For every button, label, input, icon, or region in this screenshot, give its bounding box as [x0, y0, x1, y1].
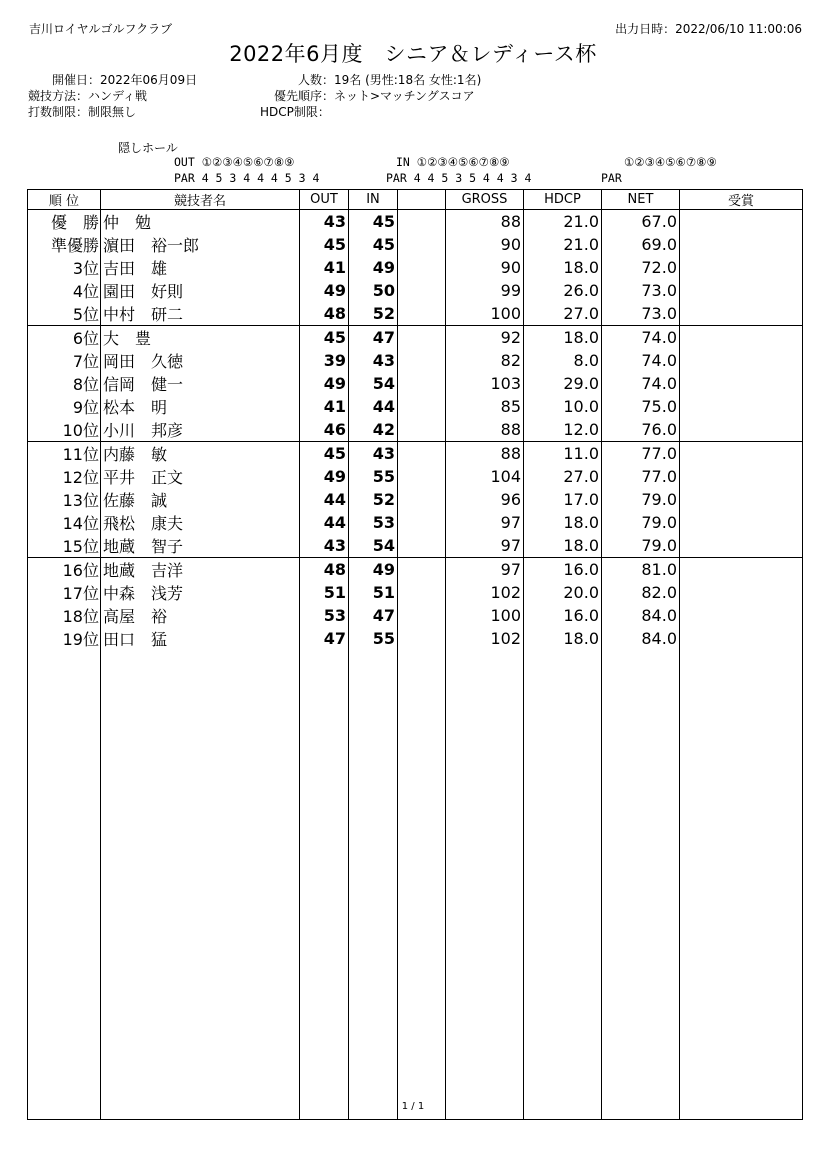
header-blank [398, 190, 446, 210]
hdcp-value: 10.0 [524, 395, 602, 418]
competitor-name: 佐藤 誠 [101, 488, 300, 511]
award-cell [680, 279, 803, 302]
out-score: 51 [300, 581, 349, 604]
award-cell [680, 442, 803, 466]
net-score: 82.0 [602, 581, 680, 604]
award-cell [680, 418, 803, 442]
competitor-name: 飛松 康夫 [101, 511, 300, 534]
gross-score: 102 [446, 627, 524, 650]
in-score: 53 [349, 511, 398, 534]
blank-cell [398, 418, 446, 442]
blank-cell [398, 279, 446, 302]
net-score: 79.0 [602, 534, 680, 558]
gross-score: 97 [446, 534, 524, 558]
gross-score: 90 [446, 256, 524, 279]
hdcp-value: 17.0 [524, 488, 602, 511]
in-score: 47 [349, 326, 398, 350]
net-score: 79.0 [602, 511, 680, 534]
award-cell [680, 627, 803, 650]
blank-cell [398, 395, 446, 418]
results-table [27, 189, 803, 1120]
competitor-name: 田口 猛 [101, 627, 300, 650]
blank-cell [398, 627, 446, 650]
competitor-name: 地蔵 吉洋 [101, 558, 300, 582]
info-stroke-limit: 打数制限：制限無し [28, 105, 137, 119]
blank-cell [398, 302, 446, 326]
empty-cell [349, 650, 398, 1120]
competitor-name: 内藤 敏 [101, 442, 300, 466]
table-row [28, 233, 803, 256]
out-score: 44 [300, 511, 349, 534]
blank-cell [398, 256, 446, 279]
competitor-name: 小川 邦彦 [101, 418, 300, 442]
award-cell [680, 511, 803, 534]
par-out: PAR 4 5 3 4 4 4 5 3 4 [174, 171, 320, 185]
blank-cell [398, 465, 446, 488]
out-score: 45 [300, 326, 349, 350]
table-row [28, 534, 803, 558]
in-score: 47 [349, 604, 398, 627]
out-score: 45 [300, 233, 349, 256]
rank-cell: 優 勝 [28, 210, 101, 234]
award-cell [680, 326, 803, 350]
rank-cell: 8位 [28, 372, 101, 395]
hdcp-value: 18.0 [524, 326, 602, 350]
blank-cell [398, 326, 446, 350]
competitor-name: 吉田 雄 [101, 256, 300, 279]
blank-cell [398, 488, 446, 511]
info-method: 競技方法：ハンディ戦 [28, 89, 148, 103]
hdcp-value: 18.0 [524, 511, 602, 534]
out-score: 49 [300, 465, 349, 488]
empty-cell [300, 650, 349, 1120]
gross-score: 99 [446, 279, 524, 302]
hdcp-value: 29.0 [524, 372, 602, 395]
table-row [28, 488, 803, 511]
header-award: 受賞 [680, 190, 803, 210]
award-cell [680, 349, 803, 372]
net-score: 81.0 [602, 558, 680, 582]
gross-score: 88 [446, 442, 524, 466]
table-row [28, 581, 803, 604]
gross-score: 88 [446, 418, 524, 442]
in-score: 51 [349, 581, 398, 604]
competitor-name: 地蔵 智子 [101, 534, 300, 558]
rank-cell: 12位 [28, 465, 101, 488]
blank-cell [398, 372, 446, 395]
rank-cell: 10位 [28, 418, 101, 442]
award-cell [680, 558, 803, 582]
table-row [28, 511, 803, 534]
blank-cell [398, 233, 446, 256]
hdcp-value: 12.0 [524, 418, 602, 442]
blank-cell [398, 349, 446, 372]
table-row [28, 349, 803, 372]
competitor-name: 松本 明 [101, 395, 300, 418]
gross-score: 104 [446, 465, 524, 488]
in-score: 50 [349, 279, 398, 302]
table-row [28, 326, 803, 350]
par-third: PAR [601, 171, 622, 185]
hdcp-value: 18.0 [524, 256, 602, 279]
gross-score: 97 [446, 558, 524, 582]
empty-cell [602, 650, 680, 1120]
net-score: 75.0 [602, 395, 680, 418]
hdcp-value: 20.0 [524, 581, 602, 604]
out-score: 45 [300, 442, 349, 466]
in-score: 45 [349, 210, 398, 234]
competitor-name: 濵田 裕一郎 [101, 233, 300, 256]
gross-score: 102 [446, 581, 524, 604]
empty-filler-row [28, 650, 803, 1120]
info-count: 人数：19名 (男性:18名 女性:1名) [298, 73, 482, 87]
in-score: 45 [349, 233, 398, 256]
award-cell [680, 604, 803, 627]
hdcp-value: 18.0 [524, 627, 602, 650]
in-score: 54 [349, 534, 398, 558]
net-score: 73.0 [602, 279, 680, 302]
header-hdcp: HDCP [524, 190, 602, 210]
rank-cell: 7位 [28, 349, 101, 372]
competitor-name: 平井 正文 [101, 465, 300, 488]
net-score: 67.0 [602, 210, 680, 234]
blank-cell [398, 511, 446, 534]
rank-cell: 17位 [28, 581, 101, 604]
page-number: 1 / 1 [401, 1101, 425, 1112]
award-cell [680, 581, 803, 604]
table-row [28, 372, 803, 395]
award-cell [680, 488, 803, 511]
net-score: 84.0 [602, 604, 680, 627]
net-score: 74.0 [602, 326, 680, 350]
table-row [28, 604, 803, 627]
header-in: IN [349, 190, 398, 210]
hdcp-value: 16.0 [524, 558, 602, 582]
hidden-holes-third: ①②③④⑤⑥⑦⑧⑨ [624, 155, 717, 169]
award-cell [680, 465, 803, 488]
rank-cell: 14位 [28, 511, 101, 534]
hdcp-value: 27.0 [524, 465, 602, 488]
blank-cell [398, 581, 446, 604]
in-score: 43 [349, 442, 398, 466]
net-score: 74.0 [602, 372, 680, 395]
competitor-name: 岡田 久徳 [101, 349, 300, 372]
net-score: 73.0 [602, 302, 680, 326]
out-score: 47 [300, 627, 349, 650]
in-score: 42 [349, 418, 398, 442]
gross-score: 100 [446, 302, 524, 326]
out-score: 53 [300, 604, 349, 627]
out-score: 48 [300, 558, 349, 582]
hidden-holes-in: IN ①②③④⑤⑥⑦⑧⑨ [396, 155, 510, 169]
blank-cell [398, 558, 446, 582]
out-score: 41 [300, 256, 349, 279]
competitor-name: 仲 勉 [101, 210, 300, 234]
hdcp-value: 18.0 [524, 534, 602, 558]
out-score: 43 [300, 210, 349, 234]
competitor-name: 中村 研二 [101, 302, 300, 326]
rank-cell: 16位 [28, 558, 101, 582]
award-cell [680, 302, 803, 326]
net-score: 79.0 [602, 488, 680, 511]
gross-score: 85 [446, 395, 524, 418]
gross-score: 82 [446, 349, 524, 372]
info-date: 開催日：2022年06月09日 [52, 73, 198, 87]
table-row [28, 210, 803, 234]
info-hdcp-limit: HDCP制限： [260, 105, 330, 119]
empty-cell [101, 650, 300, 1120]
in-score: 54 [349, 372, 398, 395]
in-score: 55 [349, 465, 398, 488]
net-score: 76.0 [602, 418, 680, 442]
rank-cell: 13位 [28, 488, 101, 511]
out-score: 41 [300, 395, 349, 418]
competitor-name: 高屋 裕 [101, 604, 300, 627]
table-row [28, 279, 803, 302]
net-score: 84.0 [602, 627, 680, 650]
in-score: 52 [349, 302, 398, 326]
hidden-holes-out: OUT ①②③④⑤⑥⑦⑧⑨ [174, 155, 295, 169]
hdcp-value: 11.0 [524, 442, 602, 466]
rank-cell: 9位 [28, 395, 101, 418]
in-score: 52 [349, 488, 398, 511]
rank-cell: 19位 [28, 627, 101, 650]
info-priority: 優先順序：ネット>マッチングスコア [274, 89, 475, 103]
gross-score: 92 [446, 326, 524, 350]
rank-cell: 11位 [28, 442, 101, 466]
rank-cell: 4位 [28, 279, 101, 302]
empty-cell [446, 650, 524, 1120]
hdcp-value: 27.0 [524, 302, 602, 326]
table-row [28, 558, 803, 582]
hdcp-value: 21.0 [524, 233, 602, 256]
empty-cell [680, 650, 803, 1120]
empty-cell [524, 650, 602, 1120]
table-row [28, 256, 803, 279]
competitor-name: 中森 浅芳 [101, 581, 300, 604]
blank-cell [398, 604, 446, 627]
rank-cell: 準優勝 [28, 233, 101, 256]
gross-score: 90 [446, 233, 524, 256]
net-score: 74.0 [602, 349, 680, 372]
club-name: 吉川ロイヤルゴルフクラブ [29, 22, 173, 36]
net-score: 72.0 [602, 256, 680, 279]
gross-score: 96 [446, 488, 524, 511]
net-score: 69.0 [602, 233, 680, 256]
gross-score: 97 [446, 511, 524, 534]
blank-cell [398, 210, 446, 234]
header-gross: GROSS [446, 190, 524, 210]
header-net: NET [602, 190, 680, 210]
header-name: 競技者名 [101, 190, 300, 210]
blank-cell [398, 534, 446, 558]
out-score: 48 [300, 302, 349, 326]
award-cell [680, 256, 803, 279]
empty-cell [398, 650, 446, 1120]
hdcp-value: 8.0 [524, 349, 602, 372]
out-score: 49 [300, 279, 349, 302]
hdcp-value: 16.0 [524, 604, 602, 627]
net-score: 77.0 [602, 465, 680, 488]
rank-cell: 18位 [28, 604, 101, 627]
out-score: 39 [300, 349, 349, 372]
page-title: 2022年6月度 シニア＆レディース杯 [229, 42, 597, 66]
blank-cell [398, 442, 446, 466]
hdcp-value: 26.0 [524, 279, 602, 302]
in-score: 49 [349, 256, 398, 279]
net-score: 77.0 [602, 442, 680, 466]
table-row [28, 442, 803, 466]
empty-cell [28, 650, 101, 1120]
competitor-name: 信岡 健一 [101, 372, 300, 395]
award-cell [680, 395, 803, 418]
in-score: 49 [349, 558, 398, 582]
gross-score: 88 [446, 210, 524, 234]
table-row [28, 418, 803, 442]
gross-score: 103 [446, 372, 524, 395]
output-datetime: 出力日時：2022/06/10 11:00:06 [615, 22, 802, 36]
award-cell [680, 534, 803, 558]
rank-cell: 6位 [28, 326, 101, 350]
par-in: PAR 4 4 5 3 5 4 4 3 4 [386, 171, 532, 185]
hidden-holes-label: 隠しホール [118, 141, 178, 155]
header-rank: 順 位 [28, 190, 101, 210]
header-out: OUT [300, 190, 349, 210]
in-score: 43 [349, 349, 398, 372]
gross-score: 100 [446, 604, 524, 627]
award-cell [680, 210, 803, 234]
competitor-name: 大 豊 [101, 326, 300, 350]
award-cell [680, 372, 803, 395]
rank-cell: 15位 [28, 534, 101, 558]
out-score: 46 [300, 418, 349, 442]
out-score: 49 [300, 372, 349, 395]
table-header-row [28, 190, 803, 210]
table-row [28, 627, 803, 650]
table-row [28, 302, 803, 326]
out-score: 43 [300, 534, 349, 558]
rank-cell: 5位 [28, 302, 101, 326]
in-score: 44 [349, 395, 398, 418]
rank-cell: 3位 [28, 256, 101, 279]
table-row [28, 465, 803, 488]
table-row [28, 395, 803, 418]
hdcp-value: 21.0 [524, 210, 602, 234]
award-cell [680, 233, 803, 256]
out-score: 44 [300, 488, 349, 511]
in-score: 55 [349, 627, 398, 650]
competitor-name: 園田 好則 [101, 279, 300, 302]
